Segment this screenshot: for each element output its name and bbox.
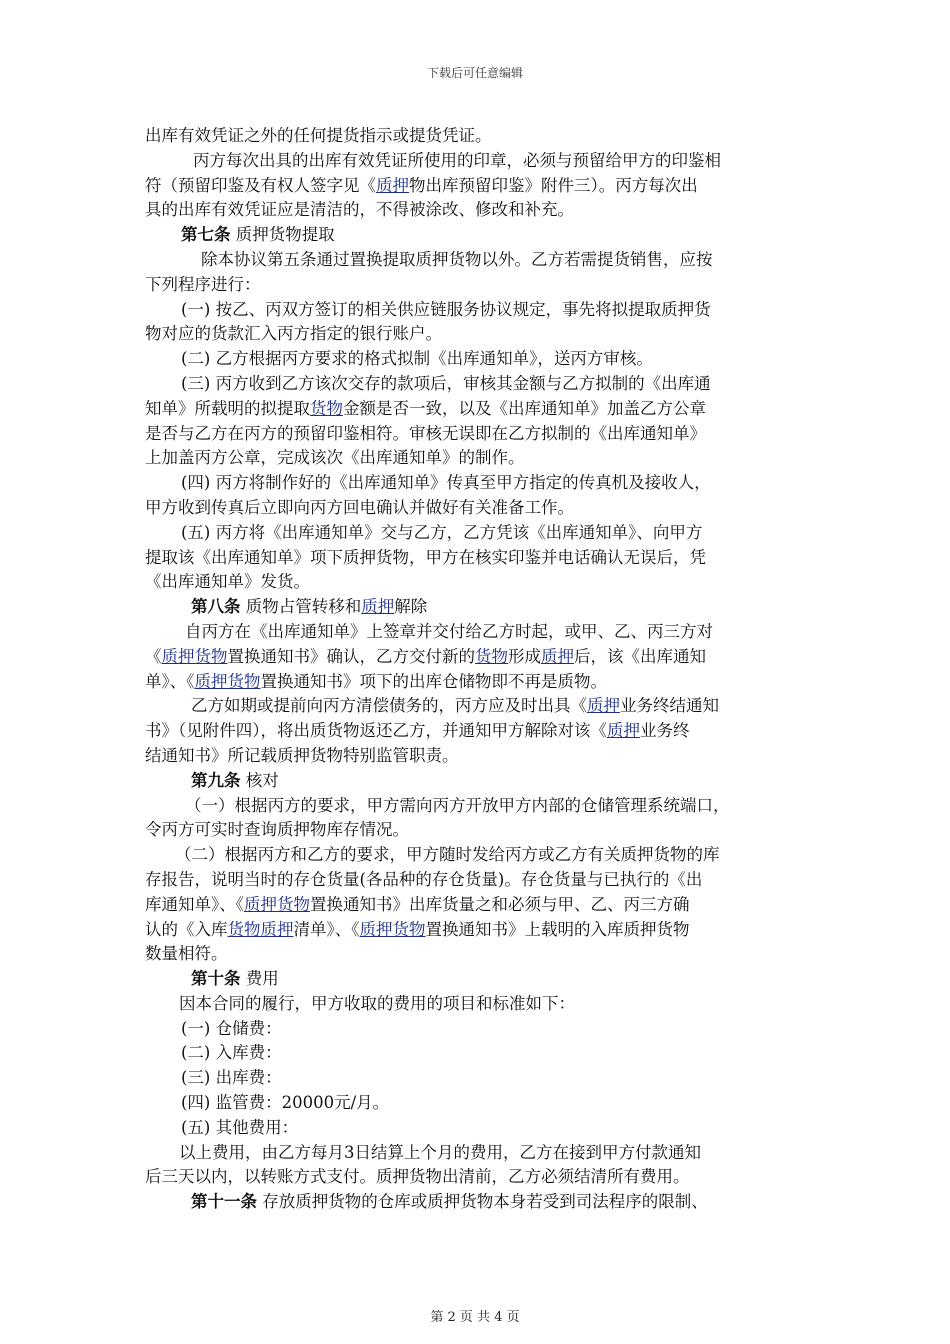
text-segment: 金额是否一致，以及《出库通知单》加盖乙方公章 [343, 398, 706, 418]
page-header: 下载后可任意编辑 [426, 66, 523, 80]
text-line [145, 769, 809, 794]
text-segment: 业务终结通知 [620, 696, 719, 716]
text-segment: 质押货物提取 [230, 225, 335, 245]
text-segment: 物出库预留印鉴》附件三）。丙方每次出 [409, 175, 698, 195]
text-line [145, 967, 809, 992]
text-segment: 认的《入库 [145, 919, 228, 939]
text-line [145, 1116, 809, 1141]
text-segment: 书》（见附件四），将出质货物返还乙方，并通知甲方解除对该《 [145, 721, 607, 741]
text-line [145, 694, 809, 719]
text-segment: 自丙方在《出库通知单》上签章并交付给乙方时起，或甲、乙、丙三方对 [185, 621, 713, 641]
text-segment: 质物占管转移和 [240, 597, 362, 617]
text-segment: 置换通知书》上载明的入库质押货物 [425, 919, 690, 939]
text-line [145, 1165, 809, 1190]
text-segment: (一) 仓储费： [181, 1018, 282, 1038]
text-segment: 《出库通知单》发货。 [145, 572, 310, 592]
text-line [145, 124, 809, 149]
text-line [145, 893, 809, 918]
text-segment: (二) 乙方根据丙方要求的格式拟制《出库通知单》，送丙方审核。 [181, 349, 653, 369]
text-segment: 费用 [240, 969, 279, 989]
text-segment: 后，该《出库通知 [574, 646, 706, 666]
text-line [145, 992, 809, 1017]
text-line [145, 422, 809, 447]
hyperlink[interactable]: 质押 [587, 696, 620, 716]
text-line [145, 521, 809, 546]
text-segment: 库通知单》、《 [145, 894, 244, 914]
text-segment: 下列程序进行： [145, 274, 261, 294]
text-segment: 物对应的货款汇入丙方指定的银行账户。 [145, 324, 442, 344]
hyperlink[interactable]: 质押 [541, 646, 574, 666]
hyperlink[interactable]: 质押货物 [161, 646, 228, 666]
text-line [145, 149, 809, 174]
text-line [145, 719, 809, 744]
text-line [145, 868, 809, 893]
text-segment: 除本协议第五条通过置换提取质押货物以外。乙方若需提货销售，应按 [201, 249, 713, 269]
text-segment: 存报告，说明当时的存仓货量(各品种的存仓货量)。存仓货量与已执行的《出 [145, 869, 703, 889]
text-line [145, 298, 809, 323]
text-line [145, 1141, 809, 1166]
text-line [145, 397, 809, 422]
text-segment: (五) 丙方将《出库通知单》交与乙方，乙方凭该《出库通知单》、向甲方 [181, 522, 703, 542]
article-heading: 第八条 [191, 597, 241, 617]
text-line [145, 198, 809, 223]
article-heading: 第七条 [181, 225, 231, 245]
text-line [145, 174, 809, 199]
text-segment: (三) 丙方收到乙方该次交存的款项后，审核其金额与乙方拟制的《出库通 [181, 373, 711, 393]
hyperlink[interactable]: 质押 [361, 597, 395, 617]
text-segment: 存放质押货物的仓库或质押货物本身若受到司法程序的限制、 [257, 1192, 708, 1212]
text-line [145, 471, 809, 496]
document-body [145, 124, 809, 1215]
text-line [145, 223, 809, 248]
text-line [145, 273, 809, 298]
article-heading: 第十一条 [191, 1192, 257, 1212]
text-line [145, 595, 809, 620]
text-segment: 解除 [394, 597, 428, 617]
text-segment: 符（预留印鉴及有权人签字见《 [145, 175, 376, 195]
text-line [145, 496, 809, 521]
text-line [145, 1190, 809, 1215]
text-segment: 清单》、《 [293, 919, 360, 939]
text-segment: 核对 [240, 770, 279, 790]
text-line [145, 372, 809, 397]
text-line [145, 1041, 809, 1066]
text-segment: (一) 按乙、丙双方签订的相关供应链服务协议规定，事先将拟提取质押货 [181, 299, 711, 319]
text-line [145, 446, 809, 471]
text-segment: 甲方收到传真后立即向丙方回电确认并做好有关准备工作。 [145, 497, 574, 517]
text-segment: 具的出库有效凭证应是清洁的，不得被涂改、修改和补充。 [145, 200, 574, 220]
text-segment: 业务终 [640, 721, 690, 741]
text-segment: 提取该《出库通知单》项下质押货物，甲方在核实印鉴并电话确认无误后，凭 [145, 547, 706, 567]
text-line [145, 818, 809, 843]
page-footer: 第 2 页 共 4 页 [430, 1310, 520, 1325]
hyperlink[interactable]: 质押 [607, 721, 640, 741]
text-segment: 令丙方可实时查询质押物库存情况。 [145, 820, 409, 840]
text-line [145, 1091, 809, 1116]
text-line [145, 744, 809, 769]
hyperlink[interactable]: 货物质押 [227, 919, 294, 939]
text-line [145, 918, 809, 943]
text-segment: 数量相符。 [145, 944, 228, 964]
hyperlink[interactable]: 质押 [376, 175, 409, 195]
text-line [145, 347, 809, 372]
text-segment: 乙方如期或提前向丙方清偿债务的，丙方应及时出具《 [191, 696, 587, 716]
text-line [145, 794, 809, 819]
text-segment: (二) 入库费： [181, 1043, 282, 1063]
text-segment: (四) 监管费：20000元/月。 [181, 1093, 390, 1113]
text-line [145, 546, 809, 571]
hyperlink[interactable]: 货物 [310, 398, 343, 418]
text-segment: 知单》所载明的拟提取 [145, 398, 310, 418]
text-line [145, 670, 809, 695]
text-segment: (四) 丙方将制作好的《出库通知单》传真至甲方指定的传真机及接收人， [181, 473, 711, 493]
text-line [145, 1066, 809, 1091]
hyperlink[interactable]: 质押货物 [359, 919, 426, 939]
text-segment: 形成 [508, 646, 541, 666]
text-line [145, 1017, 809, 1042]
text-segment: (三) 出库费： [181, 1068, 282, 1088]
text-line [145, 942, 809, 967]
text-segment: 以上费用，由乙方每月3日结算上个月的费用，乙方在接到甲方付款通知 [179, 1142, 701, 1162]
text-line [145, 843, 809, 868]
text-line [145, 570, 809, 595]
text-segment: 因本合同的履行，甲方收取的费用的项目和标准如下： [179, 993, 575, 1013]
text-segment: （二）根据丙方和乙方的要求，甲方随时发给丙方或乙方有关质押货物的库 [175, 845, 720, 865]
hyperlink[interactable]: 货物 [475, 646, 508, 666]
text-segment: 《 [145, 646, 162, 666]
text-segment: 结通知书》所记载质押货物特别监管职责。 [145, 745, 459, 765]
text-segment: 上加盖丙方公章，完成该次《出库通知单》的制作。 [145, 448, 525, 468]
text-line [145, 248, 809, 273]
text-segment: （一）根据丙方的要求，甲方需向丙方开放甲方内部的仓储管理系统端口， [185, 795, 730, 815]
hyperlink[interactable]: 质押货物 [244, 894, 310, 914]
text-segment: 置换通知书》确认，乙方交付新的 [227, 646, 475, 666]
text-line [145, 620, 809, 645]
text-line [145, 645, 809, 670]
article-heading: 第九条 [191, 770, 241, 790]
text-segment: 是否与乙方在丙方的预留印鉴相符。审核无误即在乙方拟制的《出库通知单》 [145, 423, 706, 443]
text-segment: (五) 其他费用： [181, 1117, 299, 1137]
hyperlink[interactable]: 质押货物 [194, 671, 261, 691]
text-segment: 出库有效凭证之外的任何提货指示或提货凭证。 [145, 126, 492, 145]
text-segment: 后三天以内，以转账方式支付。质押货物出清前，乙方必须结清所有费用。 [145, 1167, 690, 1187]
text-line [145, 322, 809, 347]
text-segment: 置换通知书》项下的出库仓储物即不再是质物。 [260, 671, 607, 691]
text-segment: 置换通知书》出库货量之和必须与甲、乙、丙三方确 [310, 894, 690, 914]
article-heading: 第十条 [191, 969, 241, 989]
text-segment: 丙方每次出具的出库有效凭证所使用的印章，必须与预留给甲方的印鉴相 [193, 150, 721, 170]
text-segment: 单》、《 [145, 671, 195, 691]
